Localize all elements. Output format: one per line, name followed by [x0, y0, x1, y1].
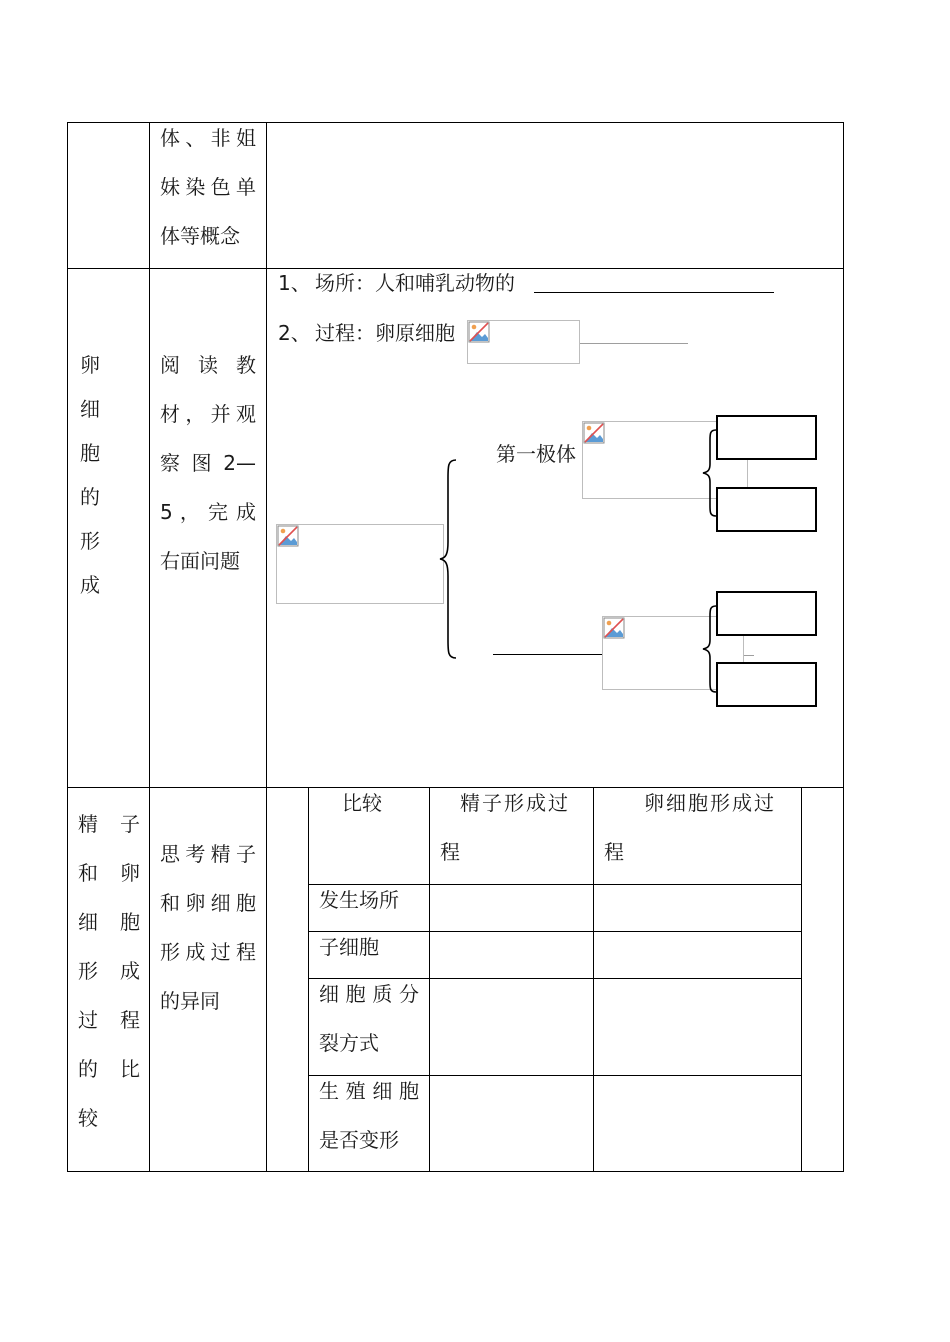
answer-box — [716, 415, 817, 460]
row2-col1-char: 细 — [80, 397, 100, 421]
secondary-oocyte-blank — [493, 654, 603, 655]
row3-col1-char: 胞 — [120, 910, 140, 934]
comparison-table-border — [308, 787, 309, 1172]
answer-box — [716, 662, 817, 707]
row1-col2-line3: 体等概念 — [160, 224, 240, 248]
row3-col1-char: 和 — [78, 861, 98, 885]
row3-col1-char: 比 — [120, 1057, 140, 1081]
item1-number: 1、 — [278, 271, 311, 295]
small-dash — [744, 655, 754, 656]
item2-answer-blank — [580, 343, 688, 344]
broken-image-icon — [583, 422, 605, 444]
row3-col1-char: 程 — [120, 1008, 140, 1032]
row2-col1-char: 成 — [80, 573, 100, 597]
comparison-row-label: 裂方式 — [319, 1031, 379, 1055]
comparison-header-egg: 卵细胞形成过程 — [604, 791, 776, 864]
row2-col1-char: 胞 — [80, 441, 100, 465]
answer-box — [716, 591, 817, 636]
row3-col1-char: 成 — [120, 959, 140, 983]
comparison-header-compare: 比较 — [342, 791, 382, 815]
item1-text: 场所：人和哺乳动物的 — [315, 271, 515, 295]
broken-image-icon — [603, 617, 625, 639]
comparison-table-row-divider — [308, 931, 802, 932]
row2-col2-line1: 阅 读 教 — [160, 353, 256, 377]
comparison-header-sperm: 精子形成过程 — [440, 791, 570, 864]
comparison-row-label: 发生场所 — [319, 888, 399, 912]
row3-col1-char: 卵 — [120, 861, 140, 885]
broken-image-icon — [468, 321, 490, 343]
comparison-table-border — [801, 787, 802, 1172]
row2-col2-line4: 5 ， 完 成 — [160, 500, 256, 524]
table-bottom-border — [67, 1171, 844, 1172]
comparison-table-divider — [593, 787, 594, 1172]
col-divider-1 — [149, 122, 150, 1172]
row3-col1-char: 细 — [78, 910, 98, 934]
row3-col2-line2: 和卵细胞 — [160, 891, 256, 915]
row3-col2-line4: 的异同 — [160, 989, 220, 1013]
curly-brace-large — [436, 458, 460, 660]
first-polar-body-label: 第一极体 — [496, 442, 576, 466]
row3-col1-char: 较 — [78, 1106, 98, 1130]
row3-col2-line3: 形成过程 — [160, 940, 256, 964]
row2-col2-line3: 察 图 2— — [160, 451, 256, 475]
row3-col1-char: 的 — [78, 1057, 98, 1081]
comparison-row-label: 是否变形 — [319, 1128, 399, 1152]
row1-col2-line2: 妹染色单 — [160, 175, 256, 199]
row3-col1-char: 形 — [78, 959, 98, 983]
col-divider-2 — [266, 122, 267, 1172]
row3-col1-char: 子 — [120, 812, 140, 836]
row3-col1-char: 过 — [78, 1008, 98, 1032]
row1-col2-line1: 体、非姐 — [160, 126, 256, 150]
row2-col1-char: 形 — [80, 529, 100, 553]
item1-answer-blank — [534, 292, 774, 293]
table-right-border — [843, 122, 844, 1172]
row3-col1-char: 精 — [78, 812, 98, 836]
broken-image-placeholder — [276, 524, 444, 604]
broken-image-icon — [277, 525, 299, 547]
comparison-table-divider — [429, 787, 430, 1172]
item2-text: 过程：卵原细胞 — [315, 321, 455, 345]
row2-col1-char: 卵 — [80, 353, 100, 377]
item2-number: 2、 — [278, 321, 311, 345]
row3-col2-line1: 思考精子 — [160, 842, 256, 866]
comparison-row-label: 细胞质分 — [319, 982, 419, 1006]
comparison-row-label: 子细胞 — [319, 935, 379, 959]
row2-col1-char: 的 — [80, 485, 100, 509]
row2-col2-line2: 材，并观 — [160, 402, 256, 426]
broken-image-placeholder — [467, 320, 580, 364]
comparison-row-label: 生殖细胞 — [319, 1079, 419, 1103]
row2-col2-line5: 右面问题 — [160, 549, 240, 573]
answer-box — [716, 487, 817, 532]
table-left-border — [67, 122, 68, 1172]
